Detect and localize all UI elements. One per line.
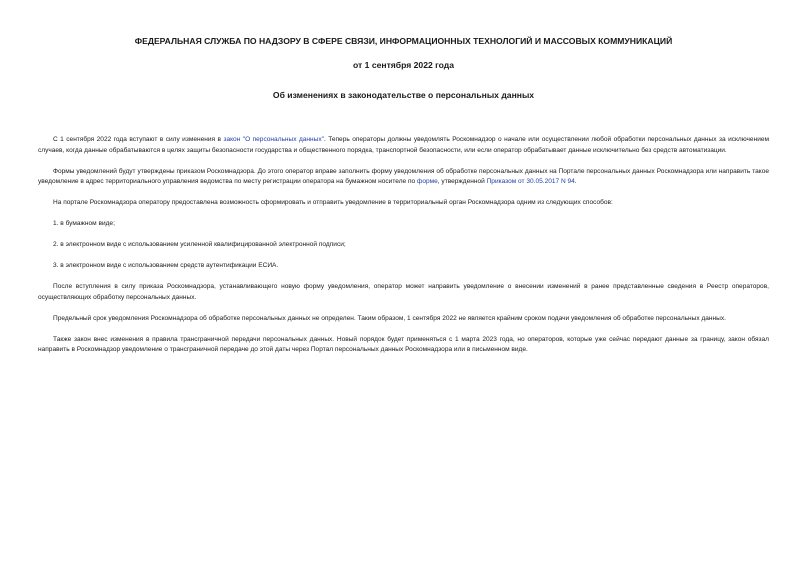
paragraph-deadline: Предельный срок уведомления Роскомнадзора об обработке персональных данных не определен. Таким образом, 1 сентября 2022 не является крайним сроком подачи уведомления об обработке персональных данных. <box>53 314 726 322</box>
paragraph-forms-text-start: Формы уведомлений будут утверждены приказом Роскомнадзора. До этого оператор вправе заполнить форму уведомления об обработке персональных данных на Портале персональных данных Роскомнадзора или направить такое уведомление в адрес территориального управления ведомства по месту регистрации оператора на бумажном носителе по <box>38 167 769 185</box>
document-title: Об изменениях в законодательстве о персональных данных <box>272 90 535 100</box>
paragraph-intro <box>38 135 769 156</box>
document-page <box>38 0 769 366</box>
document-date: от 1 сентября 2022 года <box>353 60 454 70</box>
list-item: 2. в электронном виде с использованием усиленной квалифицированной электронной подписи; <box>53 241 346 248</box>
paragraph-forms-text-end: . <box>574 178 577 185</box>
paragraph-changes: После вступления в силу приказа Роскомнадзора, устанавливающего новую форму уведомления, оператор может направить уведомление о внесении изменений в ранее представленные сведения в Реестр операторов, осуществляющих обработку персональных данных. <box>38 283 769 301</box>
paragraph-forms <box>38 167 769 188</box>
list-item: 3. в электронном виде с использованием средств аутентификации ЕСИА. <box>53 262 279 269</box>
paragraph-intro-text-start: С 1 сентября 2022 года вступают в силу изменения в <box>53 136 224 143</box>
paragraph-portal: На портале Роскомнадзора оператору предоставлена возможность сформировать и отправить уведомление в территориальный орган Роскомнадзора одним из следующих способов: <box>53 199 613 206</box>
list-item: 1. в бумажном виде; <box>53 220 115 227</box>
paragraph-intro-text-end: . Теперь операторы должны уведомлять Роскомнадзор о начале или осуществлении любой обработки персональных данных за исключением случаев, когда данные обрабатываются в целях защиты безопасности государства и общественного порядка, транспортной безопасности, или если оператор обрабатывает данные исключительно без средств автоматизации. <box>38 136 769 154</box>
agency-name: ФЕДЕРАЛЬНАЯ СЛУЖБА ПО НАДЗОРУ В СФЕРЕ СВЯЗИ, ИНФОРМАЦИОННЫХ ТЕХНОЛОГИЙ И МАССОВЫХ КОММУНИКАЦИЙ <box>134 36 673 46</box>
law-personal-data-link[interactable]: закон "О персональных данных" <box>223 136 324 143</box>
form-link[interactable]: форме <box>416 178 438 185</box>
paragraph-forms-text-middle: , утвержденной <box>437 178 487 185</box>
paragraph-cross-border: Также закон внес изменения в правила трансграничной передачи персональных данных. Новый порядок будет применяться с 1 марта 2023 года, но операторов, которые уже сейчас передают данные за границу, закон обязал направить в Роскомнадзор уведомление о трансграничной передаче до этой даты через Портал персональных данных Роскомнадзора или в письменном виде. <box>38 335 769 353</box>
document-body <box>38 135 769 356</box>
order-94-link[interactable]: Приказом от 30.05.2017 N 94 <box>486 178 575 185</box>
